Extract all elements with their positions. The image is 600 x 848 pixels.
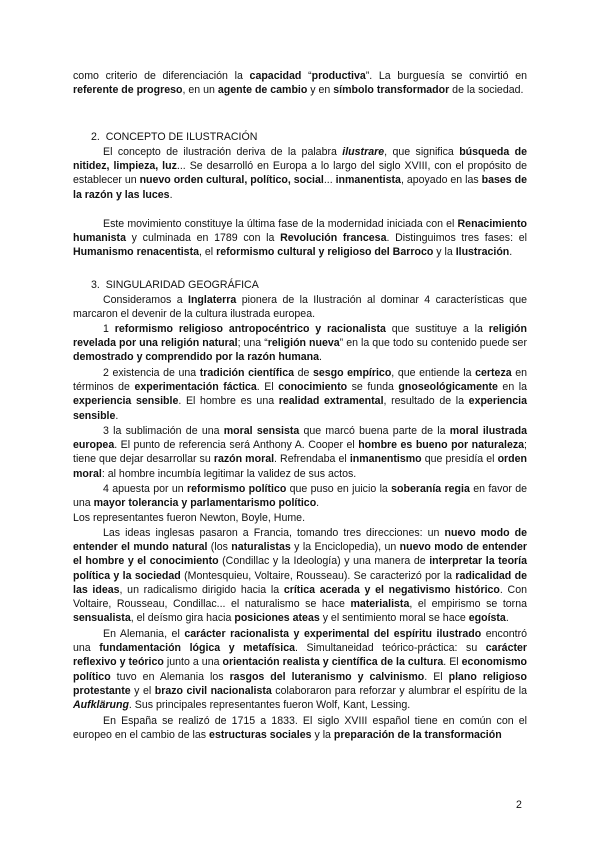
body-text: , que significa — [384, 146, 460, 158]
emphasis-text: nuevo modo de entender el mundo natural — [73, 527, 527, 554]
body-text: , un radicalismo dirigido hacia la — [119, 583, 284, 596]
body-text: “ — [301, 70, 312, 82]
emphasis-text: búsqueda de nitidez, limpieza, luz — [73, 146, 527, 173]
body-text: junto a una — [163, 656, 223, 669]
body-text: 3 la sublimación de una — [103, 425, 224, 437]
body-text: Este movimiento constituye la última fase de la modernidad iniciada con el — [103, 218, 458, 230]
emphasis-text: experimentación fáctica — [134, 381, 257, 394]
body-text: ” en la que todo su contenido puede ser — [339, 337, 527, 350]
emphasis-text: Ilustración — [455, 246, 510, 259]
body-text: . — [316, 497, 320, 510]
body-text: . — [509, 246, 513, 259]
emphasis-text: nuevo modo de entender el hombre y el conocimiento — [73, 541, 527, 568]
emphasis-text: posiciones ateas — [234, 612, 320, 625]
emphasis-text: nuevo orden cultural, político, social — [139, 174, 324, 187]
body-text: : al hombre incumbía legitimar la validez de sus actos. — [101, 467, 357, 480]
body-text: en favor de una — [73, 483, 527, 510]
emphasis-text: productiva — [311, 70, 366, 82]
body-text: colaboraron para reforzar y alumbrar el espíritu de la — [271, 684, 528, 697]
body-text: Los representantes fueron Newton, Boyle, Hume. — [73, 512, 306, 524]
body-text: , el empirismo se torna — [409, 598, 527, 611]
paragraph-francia — [73, 526, 527, 625]
emphasis-text: interpretar la teoría política y la sociedad — [73, 555, 528, 582]
emphasis-text: soberanía regia — [391, 483, 470, 495]
emphasis-text: reformismo religioso antropocéntrico y racionalista — [114, 323, 386, 335]
body-text: . El — [256, 381, 279, 394]
emphasis-text: Inglaterra — [188, 294, 237, 306]
emphasis-text: razón moral — [213, 453, 275, 466]
emphasis-text: símbolo transformador — [333, 84, 450, 97]
body-text: . El punto de referencia será Anthony A. Cooper el — [114, 439, 359, 452]
emphasis-text: preparación de la transformación — [333, 729, 502, 742]
emphasis-text: inmanentismo — [349, 453, 422, 466]
body-text: y la — [311, 729, 334, 742]
emphasis-text: moral ilustrada europea — [73, 425, 527, 452]
emphasis-text: fundamentación lógica y metafísica — [99, 642, 295, 655]
emphasis-text: agente de cambio — [217, 84, 308, 97]
paragraph-espana — [73, 714, 527, 742]
emphasis-text: plano religioso protestante — [73, 670, 527, 697]
body-text: que marcó buena parte de la — [299, 425, 450, 437]
emphasis-text: radicalidad de las ideas — [73, 569, 527, 596]
emphasis-text: referente de progreso — [73, 84, 183, 97]
emphasis-text: demostrado y comprendido por la razón humana — [73, 351, 320, 364]
body-text: El concepto de ilustración deriva de la palabra — [103, 146, 343, 158]
emphasis-text: experiencia sensible — [73, 395, 179, 408]
body-text: , resultado de la — [383, 395, 469, 408]
emphasis-text: orientación realista y científica de la cultura — [222, 656, 444, 669]
body-text: y el — [130, 684, 155, 697]
emphasis-text: conocimiento — [278, 381, 348, 394]
body-text: , que entiende la — [391, 367, 476, 379]
section-heading-singularidad: 3. SINGULARIDAD GEOGRÁFICA — [91, 279, 259, 291]
body-text: En España se realizó de 1715 a 1833. El siglo XVIII español tiene en común con el europeo en el cambio de las — [73, 715, 527, 742]
emphasis-text: sensualista — [73, 612, 131, 625]
body-text: en términos de — [73, 367, 527, 394]
body-text: encontró una — [73, 628, 527, 655]
emphasis-text: orden moral — [73, 453, 528, 480]
emphasis-text: Humanismo renacentista — [73, 246, 199, 259]
body-text: . — [115, 409, 119, 422]
emphasis-text: carácter reflexivo y teórico — [73, 642, 528, 669]
body-text: (Montesquieu, Voltaire, Rousseau). Se caracterizó por la — [180, 569, 456, 582]
emphasis-text: sesgo empírico — [312, 367, 392, 379]
paragraph-burguesia — [73, 69, 527, 97]
emphasis-text: Aufklärung — [73, 699, 129, 712]
body-text: , en un — [182, 84, 218, 97]
emphasis-text: reformismo político — [187, 483, 287, 495]
body-text: en la — [497, 381, 527, 394]
emphasis-text: inmanentista — [335, 174, 401, 187]
emphasis-text: reformismo cultural y religioso del Barroco — [216, 246, 434, 259]
body-text: (Condillac y la Ideología) y una manera de — [218, 555, 430, 568]
emphasis-text: gnoseológicamente — [398, 381, 498, 394]
body-text: . El hombre es una — [178, 395, 279, 408]
emphasis-text: certeza — [475, 367, 512, 379]
paragraph-alemania — [73, 627, 527, 712]
body-text: que presidía el — [421, 453, 498, 466]
body-text: ... — [323, 174, 336, 187]
body-text: ”. La burguesía se convirtió en — [365, 70, 527, 82]
body-text: . — [319, 351, 322, 364]
body-text: 1 — [103, 323, 115, 335]
paragraph-caracteristica-3 — [73, 424, 527, 481]
body-text: . Refrendaba el — [274, 453, 350, 466]
emphasis-text: carácter racionalista y experimental del espíritu ilustrado — [184, 628, 482, 640]
paragraph-concepto — [73, 145, 527, 202]
emphasis-text: egoísta — [468, 612, 506, 625]
emphasis-text: economismo político — [73, 656, 527, 683]
body-text: . Simultaneidad teórico-práctica: su — [294, 642, 486, 655]
emphasis-text: bases de la razón y las luces — [73, 174, 527, 201]
emphasis-text: estructuras sociales — [209, 729, 312, 742]
body-text: ... Se desarrolló en Europa a lo largo del siglo XVIII, con el propósito de establecer un — [73, 160, 527, 187]
body-text: , el deísmo gira hacia — [130, 612, 235, 625]
body-text: , apoyado en las — [400, 174, 482, 187]
body-text: y la — [433, 246, 456, 259]
paragraph-caracteristica-1 — [73, 322, 527, 365]
emphasis-text: religión revelada por una religión natural — [73, 323, 527, 350]
paragraph-representantes — [73, 511, 527, 525]
emphasis-text: religión nueva — [267, 337, 340, 350]
body-text: y la Enciclopedia), un — [290, 541, 400, 554]
emphasis-text: Renacimiento humanista — [73, 218, 527, 245]
body-text: que sustituye a la — [385, 323, 489, 335]
body-text: , el — [199, 246, 217, 259]
body-text: tuvo en Alemania los — [110, 670, 230, 683]
body-text: de la sociedad. — [449, 84, 524, 97]
body-text: como criterio de diferenciación la — [73, 70, 250, 82]
body-text: ; tiene que dejar desarrollar su — [73, 439, 527, 466]
body-text: Consideramos a — [103, 294, 189, 306]
emphasis-text: capacidad — [249, 70, 302, 82]
paragraph-inglaterra — [73, 293, 527, 321]
body-text: 4 apuesta por un — [103, 483, 188, 495]
body-text: . Con Voltaire, Rousseau, Condillac... el naturalismo se hace — [73, 583, 527, 611]
emphasis-text: naturalistas — [231, 541, 291, 554]
section-heading-concepto: 2. CONCEPTO DE ILUSTRACIÓN — [91, 131, 258, 143]
emphasis-text: crítica acerada y el negativismo histórico — [283, 583, 500, 596]
body-text: . Distinguimos tres fases: el — [386, 232, 527, 245]
body-text: y en — [307, 84, 334, 97]
emphasis-text: ilustrare — [342, 146, 385, 158]
body-text: . — [505, 612, 509, 625]
paragraph-caracteristica-2 — [73, 366, 527, 423]
emphasis-text: realidad extramental — [278, 395, 384, 408]
emphasis-text: mayor tolerancia y parlamentarismo político — [93, 497, 317, 510]
body-text: . Sus principales representantes fueron Wolf, Kant, Lessing. — [128, 699, 411, 712]
body-text: (los — [207, 541, 232, 554]
body-text: pionera de la Ilustración al dominar 4 características que marcaron el devenir de la cultura ilustrada europea. — [73, 294, 527, 321]
body-text: . — [169, 188, 173, 201]
emphasis-text: brazo civil nacionalista — [154, 684, 272, 697]
body-text: . El — [424, 670, 449, 683]
paragraph-fases — [73, 217, 527, 260]
paragraph-caracteristica-4 — [73, 482, 527, 510]
emphasis-text: Revolución francesa — [280, 232, 387, 245]
body-text: En Alemania, el — [103, 628, 185, 640]
body-text: y el sentimiento moral se hace — [319, 612, 469, 625]
page-number: 2 — [516, 799, 522, 811]
body-text: se funda — [347, 381, 399, 394]
body-text: ; una “ — [237, 337, 268, 350]
emphasis-text: tradición científica — [199, 367, 294, 379]
emphasis-text: moral sensista — [223, 425, 300, 437]
emphasis-text: materialista — [350, 598, 410, 611]
body-text: y culminada en 1789 con la — [125, 232, 281, 245]
body-text: de — [294, 367, 313, 379]
body-text: que puso en juicio la — [286, 483, 392, 495]
emphasis-text: rasgos del luteranismo y calvinismo — [229, 670, 425, 683]
emphasis-text: hombre es bueno por naturaleza — [358, 439, 525, 452]
body-text: Las ideas inglesas pasaron a Francia, tomando tres direcciones: un — [103, 527, 445, 539]
body-text: . El — [443, 656, 462, 669]
body-text: 2 existencia de una — [103, 367, 200, 379]
emphasis-text: experiencia sensible — [73, 395, 527, 422]
